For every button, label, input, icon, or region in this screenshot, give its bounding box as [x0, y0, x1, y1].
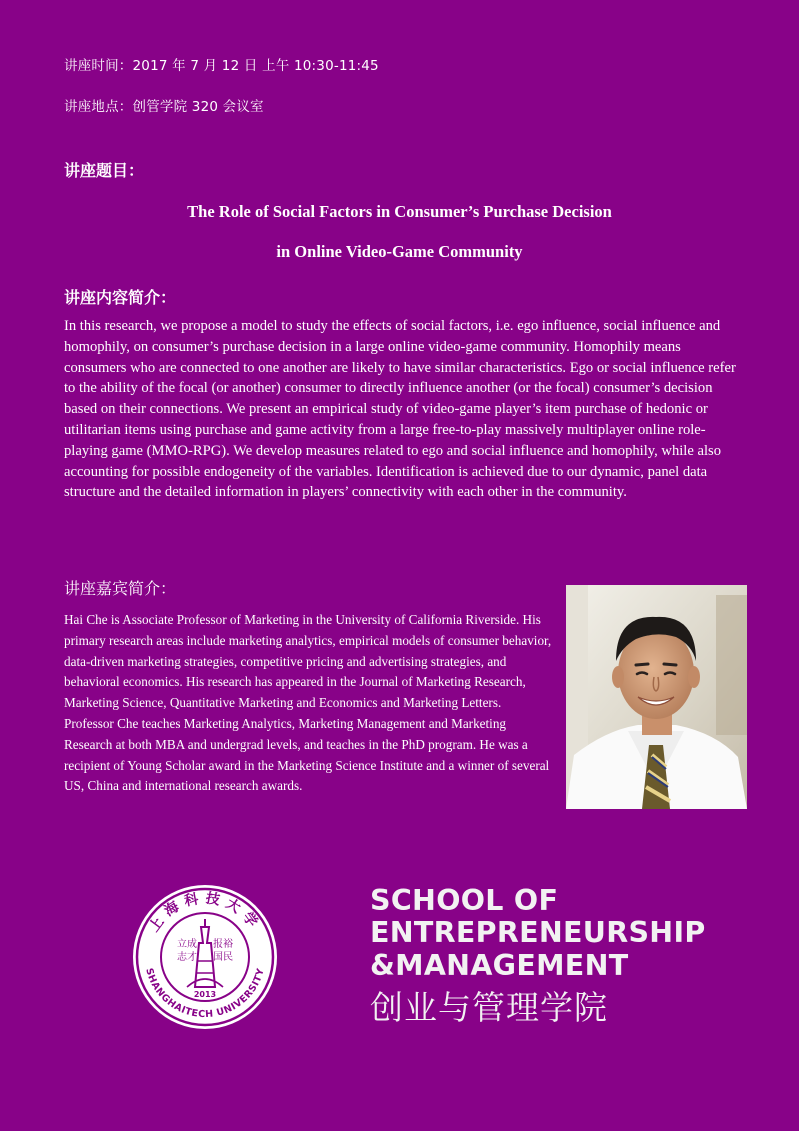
speaker-heading: 讲座嘉宾简介： — [64, 579, 177, 598]
seal-chinese-name: 上海科技大学 — [146, 890, 264, 936]
seal-motto: 立志成才报国裕民 — [131, 883, 139, 884]
lecture-location: 讲座地点：创管学院 320 会议室 — [64, 99, 264, 115]
seal-english-name: SHANGHAITECH UNIVERSITY — [143, 967, 267, 1021]
lecture-time: 讲座时间：2017 年 7 月 12 日 上午 10:30-11:45 — [64, 58, 379, 74]
school-name-en-line-1: SCHOOL OF — [370, 884, 559, 917]
talk-title-line-2: in Online Video-Game Community — [276, 242, 523, 261]
speaker-bio: Hai Che is Associate Professor of Marketing in the University of California Riverside. His primary research areas include marketing analytics, empirical models of consumer behavior, data-driven marketing strategies, competitive pricing and advertising strategies, and behavioral economics. His research has appeared in the Journal of Marketing Research, Marketing Science, Quantitative Marketing and Economics and Marketing Letters. Professor Che teaches Marketing Analytics, Marketing Management and Marketing Research at both MBA and undergrad levels, and teaches in the PhD program. He was a recipient of Young Scholar award in the Marketing Science Institute and a winner of several US, China and international research awards. — [64, 612, 552, 794]
abstract-heading: 讲座内容简介： — [64, 288, 177, 307]
school-name-en-line-2: ENTREPRENEURSHIP — [370, 916, 706, 949]
abstract-text: In this research, we propose a model to study the effects of social factors, i.e. ego influence, social influence and homophily, on consumer’s purchase decision in a large online video-game community. Homophily means consumers who are connected to one another are likely to have similar characteristics. Ego or social influence refer to the ability of the focal (or another) consumer to directly influence another (or the focal) consumer’s decision based on their connections. We present an empirical study of video-game player’s item purchase of hedonic or utilitarian items using purchase and game activity from a large free-to-play massively multiplayer online role-playing game (MMO-RPG). We develop measures related to ego and social influence and homophily, while also accounting for possible endogeneity of the variables. Identification is achieved due to our dynamic, panel data structure and the detailed information in players’ connectivity with each other in the community. — [64, 318, 736, 501]
svg-text:志才: 志才 — [177, 952, 197, 963]
svg-text:国民: 国民 — [213, 952, 233, 963]
svg-text:报裕: 报裕 — [213, 939, 233, 950]
school-name-cn: 创业与管理学院 — [370, 988, 608, 1027]
shanghaitech-university-seal — [131, 883, 279, 1031]
svg-text:立成: 立成 — [177, 939, 197, 950]
seal-year: 2013 — [193, 990, 217, 999]
talk-title-line-1: The Role of Social Factors in Consumer’s Purchase Decision — [187, 202, 612, 221]
speaker-photo — [566, 585, 747, 809]
topic-heading: 讲座题目： — [64, 161, 145, 180]
school-name-en-line-3: &MANAGEMENT — [370, 949, 629, 982]
